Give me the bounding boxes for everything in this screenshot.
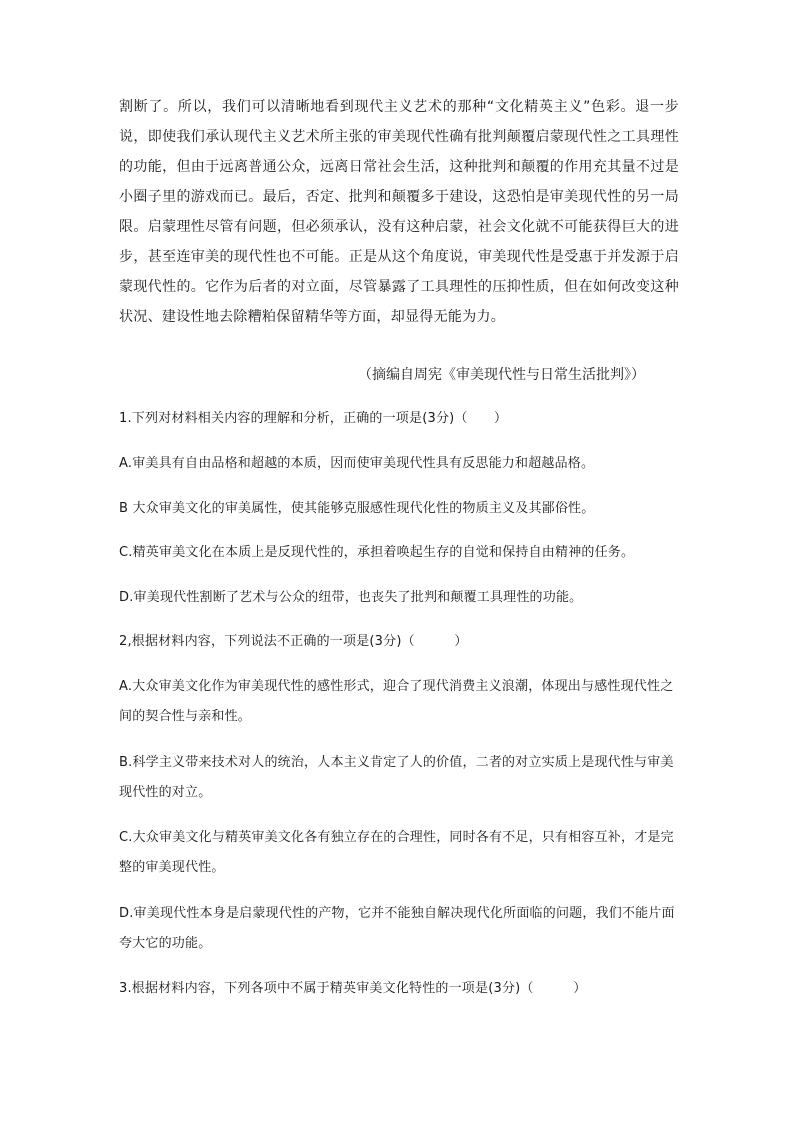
question-2-stem: 2,根据材料内容，下列说法不正确的一项是(3分)（ ） [119,634,468,649]
question-2-option-b: B.科学主义带来技术对人的统治，人本主义肯定了人的价值，二者的对立实质上是现代性与审美现代性的对立。 [119,755,674,800]
question-3-stem: 3.根据材料内容，下列各项中不属于精英审美文化特性的一项是(3分)（ ） [119,981,587,996]
question-2-option-c: C.大众审美文化与精英审美文化各有独立存在的合理性，同时各有不足，只有相容互补，才是完整的审美现代性。 [119,830,674,875]
passage-paragraph: 割断了。所以，我们可以清晰地看到现代主义艺术的那种“文化精英主义”色彩。退一步说，即使我们承认现代主义艺术所主张的审美现代性确有批判颠覆启蒙现代性之工具理性的功能，但由于远离普通公众，远离日常社会生活，这种批判和颠覆的作用充其量不过是小圈子里的游戏而已。最后，否定、批判和颠覆多于建设，这恐怕是审美现代性的另一局限。启蒙理性尽管有问题，但必须承认，没有这种启蒙，社会文化就不可能获得巨大的进步，甚至连审美的现代性也不可能。正是从这个角度说，审美现代性是受惠于并发源于启蒙现代性的。它作为后者的对立面，尽管暴露了工具理性的压抑性质，但在如何改变这种状况、建设性地去除糟粕保留精华等方面，却显得无能为力。 [119,99,679,325]
question-1-stem: 1.下列对材料相关内容的理解和分析，正确的一项是(3分)（ ） [119,411,508,426]
question-2-option-d: D.审美现代性本身是启蒙现代性的产物，它并不能独自解决现代化所面临的问题，我们不能片面夸大它的功能。 [119,906,675,951]
question-2-option-a: A.大众审美文化作为审美现代性的感性形式，迎合了现代消费主义浪潮，体现出与感性现代性之间的契合性与亲和性。 [119,679,674,724]
question-1-option-b: B 大众审美文化的审美属性，使其能够克服感性现代化性的物质主义及其鄙俗性。 [119,501,595,516]
question-1-option-c: C.精英审美文化在本质上是反现代性的，承担着唤起生存的自觉和保持自由精神的任务。 [119,545,635,560]
passage [119,92,679,332]
passage-source: （摘编自周宪《审美现代性与日常生活批判》） [358,367,645,383]
question-1-option-a: A.审美具有自由品格和超越的本质，因而使审美现代性具有反思能力和超越品格。 [119,456,595,471]
question-1-option-d: D.审美现代性割断了艺术与公众的纽带，也丧失了批判和颠覆工具理性的功能。 [119,590,583,605]
